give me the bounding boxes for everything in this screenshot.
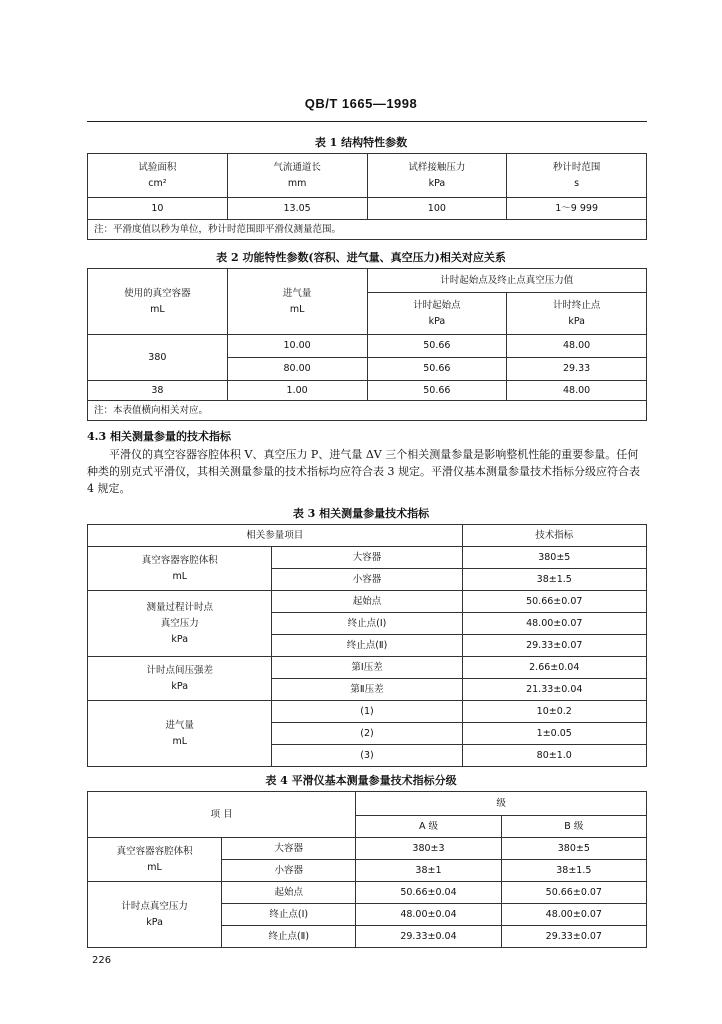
table2-header-end: 计时终止点 kPa	[507, 293, 647, 335]
section-paragraph: 平滑仪的真空容器容腔体积 V、真空压力 P、进气量 ΔV 三个相关测量参量是影响整机性能的重要参量。任何种类的别克式平滑仪，其相关测量参量的技术指标均应符合表 3 规定。平滑仪基本测量参量技术指标分级应符合表 4 规定。	[87, 448, 640, 495]
table4-b-cell: 50.66±0.07	[501, 882, 646, 904]
table3-sub-item: 起始点	[272, 591, 462, 613]
table4-caption: 表 4 平滑仪基本测量参量技术指标分级	[265, 774, 457, 787]
table3-sub-item: 小容器	[272, 569, 462, 591]
table4-b-cell: 48.00±0.07	[501, 904, 646, 926]
table4-a-cell: 380±3	[356, 838, 501, 860]
table2-start-cell: 50.66	[367, 358, 507, 381]
table3-spec: 38±1.5	[462, 569, 646, 591]
table2-header-container: 使用的真空容器 mL	[88, 269, 228, 335]
table1-cell: 13.05	[227, 198, 367, 220]
table4-sub-item: 起始点	[222, 882, 356, 904]
table3-group-name: 测量过程计时点 真空压力 kPa	[88, 591, 272, 657]
table4-b-cell: 29.33±0.07	[501, 926, 646, 948]
table3-spec: 21.33±0.04	[462, 679, 646, 701]
table3-sub-item: 第Ⅰ压差	[272, 657, 462, 679]
table2-end-cell: 48.00	[507, 335, 647, 358]
table1	[87, 153, 647, 240]
table4-a-cell: 38±1	[356, 860, 501, 882]
table4-sub-item: 大容器	[222, 838, 356, 860]
table2-intake-cell: 1.00	[227, 381, 367, 401]
table4-header-b: B 级	[501, 816, 646, 838]
table3-spec: 48.00±0.07	[462, 613, 646, 635]
table3-sub-item: (1)	[272, 701, 462, 723]
table1-cell: 1～9 999	[507, 198, 647, 220]
table3-spec: 29.33±0.07	[462, 635, 646, 657]
table3-spec: 10±0.2	[462, 701, 646, 723]
table4-sub-item: 终止点(Ⅱ)	[222, 926, 356, 948]
section-title: 4.3 相关测量参量的技术指标	[87, 430, 231, 443]
table4-header-item: 项 目	[88, 792, 356, 838]
table2	[87, 268, 647, 421]
table2-header-intake: 进气量 mL	[227, 269, 367, 335]
table3-header-spec: 技术指标	[462, 525, 646, 547]
table4	[87, 791, 647, 948]
table2-header-group: 计时起始点及终止点真空压力值	[367, 269, 647, 293]
table4-b-cell: 38±1.5	[501, 860, 646, 882]
table2-caption: 表 2 功能特性参数(容积、进气量、真空压力)相关对应关系	[216, 251, 506, 264]
table2-note: 注：本表值横向相关对应。	[88, 401, 647, 421]
table3-caption: 表 3 相关测量参量技术指标	[292, 507, 430, 520]
table2-header-start: 计时起始点 kPa	[367, 293, 507, 335]
table1-note: 注：平滑度值以秒为单位，秒计时范围即平滑仪测量范围。	[88, 220, 647, 240]
table4-sub-item: 终止点(Ⅰ)	[222, 904, 356, 926]
table4-group-name: 计时点真空压力 kPa	[88, 882, 222, 948]
table3-sub-item: 终止点(Ⅱ)	[272, 635, 462, 657]
table4-header-a: A 级	[356, 816, 501, 838]
table3-sub-item: 终止点(Ⅰ)	[272, 613, 462, 635]
table3-spec: 80±1.0	[462, 745, 646, 767]
table2-end-cell: 48.00	[507, 381, 647, 401]
table3-sub-item: 大容器	[272, 547, 462, 569]
table3-spec: 1±0.05	[462, 723, 646, 745]
table2-container-cell: 380	[88, 335, 228, 381]
table3-sub-item: (2)	[272, 723, 462, 745]
table3-spec: 2.66±0.04	[462, 657, 646, 679]
table1-header-cell: 秒计时范围 s	[507, 154, 647, 198]
table2-end-cell: 29.33	[507, 358, 647, 381]
table2-start-cell: 50.66	[367, 335, 507, 358]
table3-spec: 50.66±0.07	[462, 591, 646, 613]
table4-header-level: 级	[356, 792, 647, 816]
header-rule	[87, 121, 647, 122]
table3-sub-item: 第Ⅱ压差	[272, 679, 462, 701]
table4-a-cell: 29.33±0.04	[356, 926, 501, 948]
table1-header-cell: 试验面积 cm²	[88, 154, 228, 198]
table4-a-cell: 50.66±0.04	[356, 882, 501, 904]
table2-intake-cell: 80.00	[227, 358, 367, 381]
table2-start-cell: 50.66	[367, 381, 507, 401]
table4-group-name: 真空容器容腔体积 mL	[88, 838, 222, 882]
table3	[87, 524, 647, 767]
table2-container-cell: 38	[88, 381, 228, 401]
table3-group-name: 真空容器容腔体积 mL	[88, 547, 272, 591]
table2-intake-cell: 10.00	[227, 335, 367, 358]
table3-group-name: 计时点间压强差 kPa	[88, 657, 272, 701]
standard-number: QB/T 1665—1998	[304, 96, 418, 111]
table3-group-name: 进气量 mL	[88, 701, 272, 767]
table1-header-cell: 试样接触压力 kPa	[367, 154, 507, 198]
table4-sub-item: 小容器	[222, 860, 356, 882]
table1-cell: 100	[367, 198, 507, 220]
table3-spec: 380±5	[462, 547, 646, 569]
table4-b-cell: 380±5	[501, 838, 646, 860]
table4-a-cell: 48.00±0.04	[356, 904, 501, 926]
table1-caption: 表 1 结构特性参数	[314, 136, 408, 149]
table3-sub-item: (3)	[272, 745, 462, 767]
table1-header-cell: 气流通道长 mm	[227, 154, 367, 198]
table1-cell: 10	[88, 198, 228, 220]
table3-header-item: 相关参量项目	[88, 525, 463, 547]
page-number: 226	[92, 955, 112, 966]
